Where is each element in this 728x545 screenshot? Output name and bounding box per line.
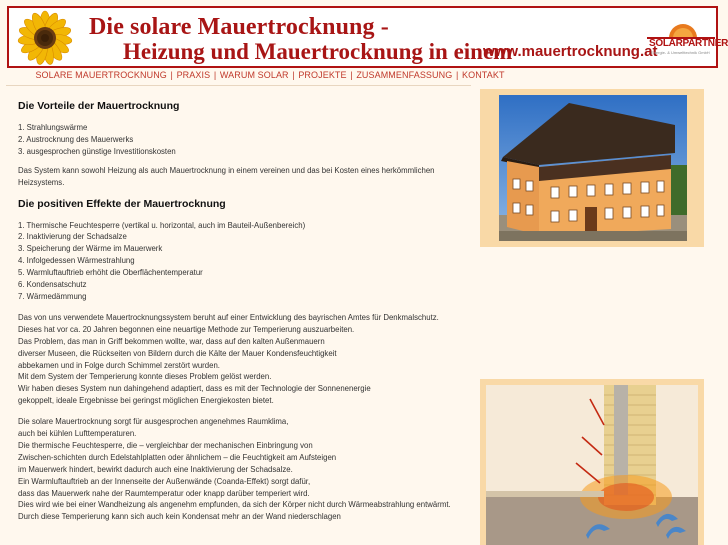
list-item: 2. Inaktivierung der Schadsalze bbox=[18, 232, 127, 242]
site-title: Die solare Mauertrocknung - bbox=[89, 14, 389, 40]
nav-item-solare-mauertrocknung[interactable]: SOLARE MAUERTROCKNUNG bbox=[35, 70, 167, 80]
climate-paragraph: Die solare Mauertrocknung sorgt für ausgesprochen angenehmes Raumklima, auch bei kühlen Lufttemperaturen. Die thermische Feuchtesperre, die – vergleichbar der mechanischen Einbringung von Zwischen-schichten durch Edelstahlplatten oder ähnlichem – die Feuchtigkeit am Aufsteigen im Mauerwerk hindert, bewirkt dadurch auch eine Inaktivierung der Schadsalze. Ein Warmluftauftrieb an der Innenseite der Außenwände (Coanda-Effekt) sorgt dafür, dass das Mauerwerk nahe der Raumtemperatur oder knapp darüber temperiert wird. Dies wird wie bei einer Wandheizung als angenehm empfunden, da sich der Körper nicht durch Wärmeabstrahlung entwärmt. Durch diese Temperierung kann sich auch kein Kondensat mehr an der Wand niederschlagen bbox=[18, 417, 451, 522]
nav-separator: | bbox=[170, 70, 173, 80]
site-url[interactable]: www.mauertrocknung.at bbox=[483, 43, 658, 60]
list-item: 3. ausgesprochen günstige Investitionskosten bbox=[18, 146, 176, 156]
nav-item-warum-solar[interactable]: WARUM SOLAR bbox=[219, 70, 289, 80]
history-paragraph: Das von uns verwendete Mauertrocknungssystem beruht auf einer Entwicklung des bayrischen Amtes für Denkmalschutz. Dieses hat vor ca. 20 Jahren begonnen eine neuartige Methode zur Temperierung auszuarbeiten. Das Problem, das man in Griff bekommen wollte, war, dass auf den kalten Außenmauern diverser Museen, die Rückseiten von Bildern durch die Kälte der Mauer Kondensfeuchtigkeit abbekamen und in Folge durch Schimmel zerstört wurden. Mit dem System der Temperierung konnte dieses Problem gelöst werden. Wir haben dieses System nun dahingehend adaptiert, dass es mit der Technologie der Sonnenenergie gekoppelt, ideale Ergebnisse bei geringst möglichen Energiekosten bietet. bbox=[18, 312, 439, 406]
solarpartner-tagline: Energie- & Umwelttechnik GmbH bbox=[651, 50, 710, 55]
solarpartner-wordmark: SOLARPARTNER bbox=[649, 38, 728, 49]
house-photo bbox=[499, 95, 687, 241]
nav-separator: | bbox=[455, 70, 459, 80]
list-item: 5. Warmluftauftrieb erhöht die Oberflächentemperatur bbox=[18, 268, 203, 278]
list-item: 3. Speicherung der Wärme im Mauerwerk bbox=[18, 244, 163, 254]
nav-item-kontakt[interactable]: KONTAKT bbox=[462, 70, 505, 80]
list-item: 4. Infolgedessen Wärmestrahlung bbox=[18, 256, 135, 266]
advantages-list bbox=[18, 122, 488, 158]
nav-divider bbox=[6, 85, 471, 86]
heading-vorteile: Die Vorteile der Mauertrocknung bbox=[18, 100, 180, 112]
nav-separator: | bbox=[213, 70, 217, 80]
nav-item-projekte[interactable]: PROJEKTE bbox=[298, 70, 347, 80]
nav-separator: | bbox=[350, 70, 353, 80]
list-item: 1. Strahlungswärme bbox=[18, 123, 88, 132]
nav-separator: | bbox=[292, 70, 295, 80]
nav-item-praxis[interactable]: PRAXIS bbox=[176, 70, 211, 80]
wall-heating-diagram bbox=[486, 385, 698, 545]
solarpartner-sun-icon bbox=[647, 16, 715, 40]
main-navigation bbox=[0, 70, 540, 80]
effects-list bbox=[18, 220, 488, 303]
nav-item-zusammenfassung[interactable]: ZUSAMMENFASSUNG bbox=[356, 70, 453, 80]
solarpartner-logo[interactable] bbox=[647, 16, 728, 62]
list-item: 6. Kondensatschutz bbox=[18, 280, 87, 290]
site-subtitle: Heizung und Mauertrocknung in einem bbox=[123, 39, 513, 64]
intro-paragraph: Das System kann sowohl Heizung als auch Mauertrocknung in einem vereinen und das bei Kosten eines herkömmlichen Heizsystems. bbox=[18, 165, 435, 187]
list-item: 1. Thermische Feuchtesperre (vertikal u. horizontal, auch im Bauteil-Außenbereich) bbox=[18, 220, 306, 230]
sunflower-logo bbox=[17, 10, 73, 66]
heading-effekte: Die positiven Effekte der Mauertrocknung bbox=[18, 197, 226, 210]
list-item: 7. Wärmedämmung bbox=[18, 291, 87, 301]
header-banner bbox=[7, 6, 728, 68]
list-item: 2. Austrocknung des Mauerwerks bbox=[18, 134, 134, 144]
main-content bbox=[18, 100, 488, 530]
